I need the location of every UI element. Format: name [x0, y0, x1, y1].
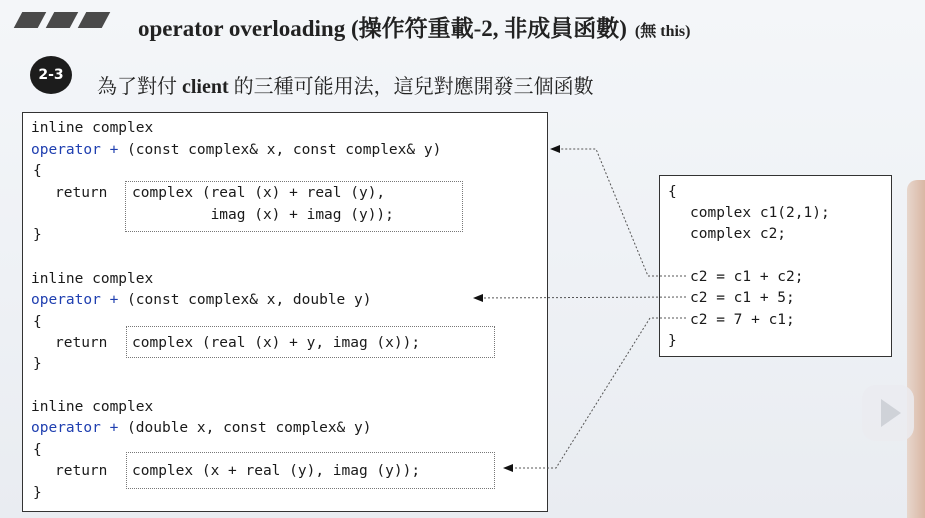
- f2-line1: inline complex: [31, 271, 154, 287]
- play-triangle-icon: [881, 399, 901, 427]
- f1-body-line1: complex (real (x) + real (y),: [132, 185, 386, 201]
- subtitle-pre: 為了對付: [97, 76, 182, 98]
- client-close-brace: }: [668, 333, 677, 349]
- title-decoration-icon: [14, 12, 47, 28]
- presenter-edge: [907, 180, 925, 518]
- f3-open-brace: {: [33, 442, 42, 458]
- f2-signature-rest: (const complex& x, double y): [118, 292, 372, 308]
- f1-line1: inline complex: [31, 120, 154, 136]
- f1-return: return: [55, 185, 108, 201]
- f3-operator-keyword: operator +: [31, 420, 119, 436]
- f2-close-brace: }: [33, 356, 42, 372]
- client-use2: c2 = c1 + 5;: [690, 290, 795, 306]
- f2-body-line1: complex (real (x) + y, imag (x));: [132, 335, 421, 351]
- client-use3: c2 = 7 + c1;: [690, 312, 795, 328]
- f1-signature-rest: (const complex& x, const complex& y): [118, 142, 442, 158]
- f1-body-line2: imag (x) + imag (y));: [132, 207, 394, 223]
- f1-operator-keyword: operator +: [31, 142, 119, 158]
- f1-open-brace: {: [33, 163, 42, 179]
- step-badge: 2-3: [30, 56, 72, 94]
- client-decl2: complex c2;: [690, 226, 787, 242]
- page-title-note: (無 this): [634, 23, 691, 40]
- client-open-brace: {: [668, 184, 677, 200]
- f3-body-line1: complex (x + real (y), imag (y));: [132, 463, 421, 479]
- f3-line1: inline complex: [31, 399, 154, 415]
- f3-signature-rest: (double x, const complex& y): [118, 420, 372, 436]
- page-title-text: operator overloading (操作符重載-2, 非成員函數): [138, 16, 627, 41]
- f1-close-brace: }: [33, 227, 42, 243]
- client-use1: c2 = c1 + c2;: [690, 269, 804, 285]
- title-decoration-icon: [78, 12, 111, 28]
- f1-signature: [31, 140, 441, 160]
- f3-close-brace: }: [33, 485, 42, 501]
- play-button-icon[interactable]: [862, 385, 914, 441]
- f3-signature: [31, 418, 371, 438]
- title-decoration-icon: [46, 12, 79, 28]
- f2-open-brace: {: [33, 314, 42, 330]
- f2-operator-keyword: operator +: [31, 292, 119, 308]
- page-title: [138, 10, 690, 43]
- f3-return: return: [55, 463, 108, 479]
- subtitle-post: 的三種可能用法，這兒對應開發三個函數: [228, 76, 594, 98]
- f2-return: return: [55, 335, 108, 351]
- subtitle-bold: client: [182, 76, 229, 98]
- client-decl1: complex c1(2,1);: [690, 205, 830, 221]
- f2-signature: [31, 290, 371, 310]
- step-subtitle: [97, 70, 594, 99]
